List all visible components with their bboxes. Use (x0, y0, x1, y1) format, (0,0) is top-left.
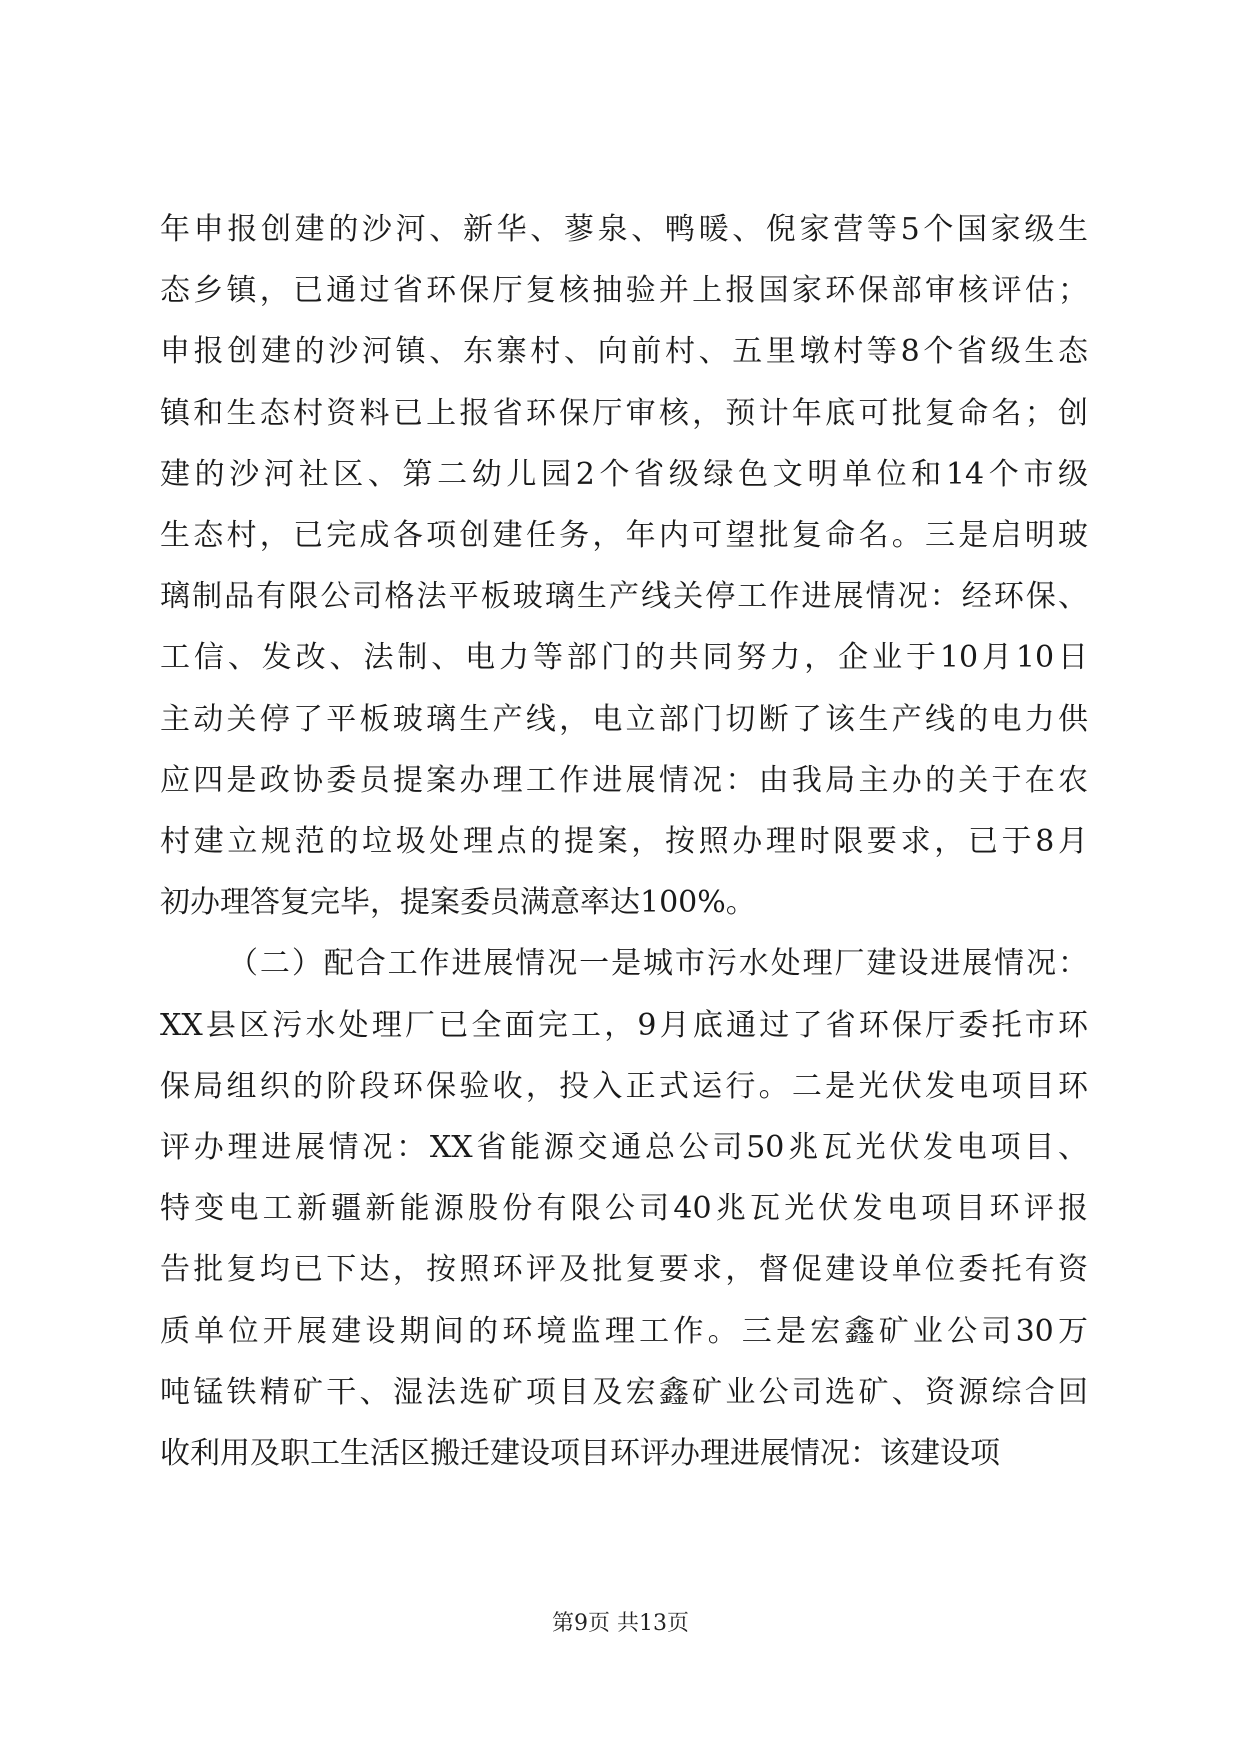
text-line: 初办理答复完毕，提案委员满意率达100%。 (160, 885, 756, 921)
text-line: 应四是政协委员提案办理工作进展情况：由我局主办的关于在农 (160, 762, 1088, 798)
text-line: XX县区污水处理厂已全面完工，9月底通过了省环保厅委托市环 (160, 1007, 1088, 1043)
text-line: 璃制品有限公司格法平板玻璃生产线关停工作进展情况：经环保、 (160, 579, 1088, 615)
text-line: 保局组织的阶段环保验收，投入正式运行。二是光伏发电项目环 (160, 1068, 1088, 1104)
text-line: 生态村，已完成各项创建任务，年内可望批复命名。三是启明玻 (160, 518, 1088, 553)
text-line: 村建立规范的垃圾处理点的提案，按照办理时限要求，已于8月 (160, 824, 1088, 859)
text-line: 镇和生态村资料已上报省环保厅审核，预计年底可批复命名；创 (160, 395, 1088, 431)
text-line: 特变电工新疆新能源股份有限公司40兆瓦光伏发电项目环评报 (160, 1191, 1088, 1227)
text-line: 工信、发改、法制、电力等部门的共同努力，企业于10月10日 (160, 640, 1088, 676)
text-line: 收利用及职工生活区搬迁建设项目环评办理进展情况：该建设项 (160, 1436, 1000, 1471)
text-line: 评办理进展情况：XX省能源交通总公司50兆瓦光伏发电项目、 (160, 1130, 1088, 1165)
text-line: 态乡镇，已通过省环保厅复核抽验并上报国家环保部审核评估； (160, 273, 1088, 309)
text-line: 申报创建的沙河镇、东寨村、向前村、五里墩村等8个省级生态 (160, 334, 1088, 370)
text-line: 主动关停了平板玻璃生产线，电立部门切断了该生产线的电力供 (160, 701, 1088, 737)
page-footer: 第9页 共13页 (552, 1611, 689, 1636)
text-line: 告批复均已下达，按照环评及批复要求，督促建设单位委托有资 (160, 1252, 1088, 1288)
text-line: 年申报创建的沙河、新华、蓼泉、鸭暖、倪家营等5个国家级生 (160, 212, 1088, 247)
text-line: 吨锰铁精矿干、湿法选矿项目及宏鑫矿业公司选矿、资源综合回 (160, 1374, 1088, 1410)
text-line: 质单位开展建设期间的环境监理工作。三是宏鑫矿业公司30万 (160, 1313, 1088, 1349)
text-line: 建的沙河社区、第二幼儿园2个省级绿色文明单位和14个市级 (160, 456, 1088, 492)
text-line: （二）配合工作进展情况一是城市污水处理厂建设进展情况： (228, 946, 1088, 982)
